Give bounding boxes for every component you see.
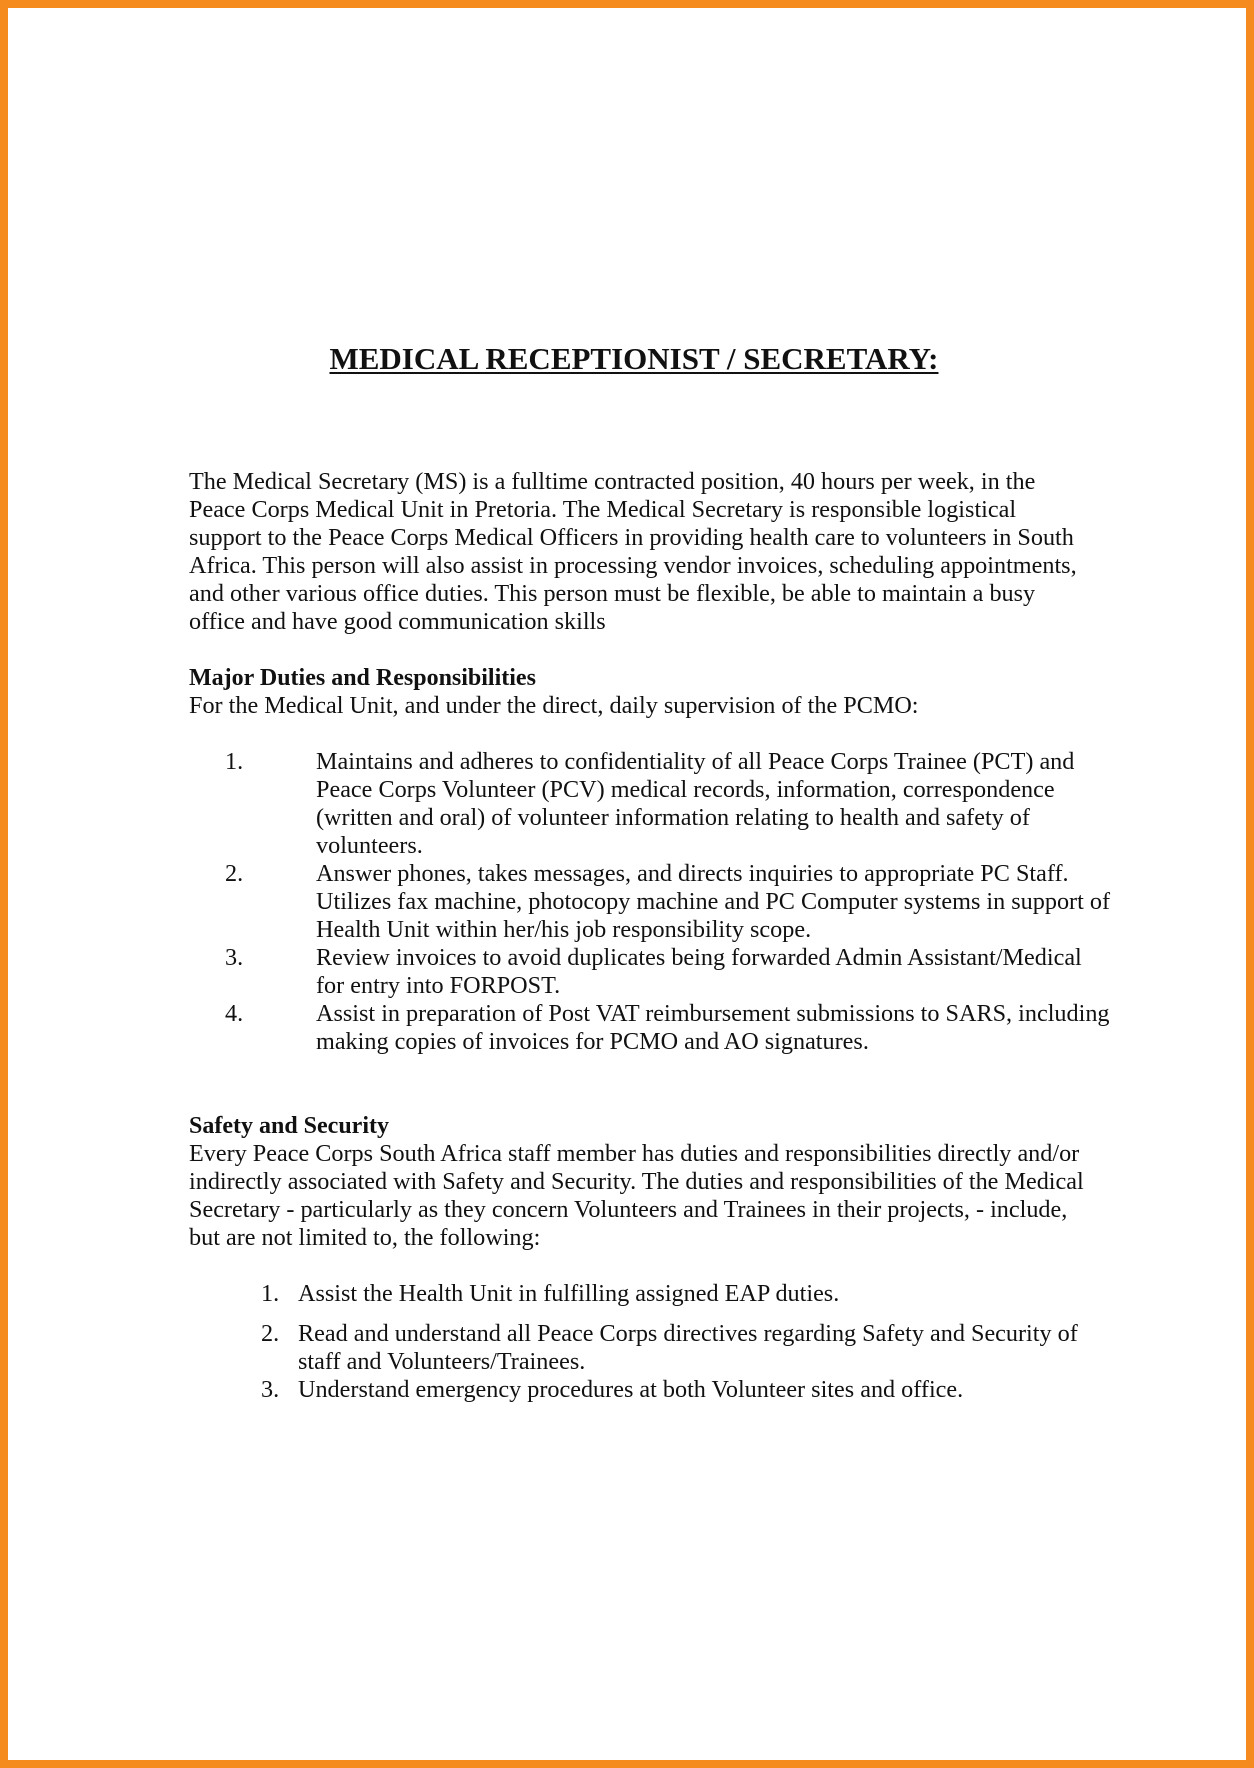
duty-item-4: [189, 1000, 1116, 1056]
safety-number: 1.: [261, 1280, 280, 1307]
safety-section: [189, 1112, 1089, 1404]
safety-number: 3.: [261, 1376, 280, 1403]
duty-text: Assist in preparation of Post VAT reimbursement submissions to SARS, including making copies of invoices for PCMO and AO signatures.: [316, 1000, 1110, 1055]
duty-item-2: [189, 860, 1116, 944]
safety-intro: Every Peace Corps South Africa staff member has duties and responsibilities directly and/or indirectly associated with Safety and Security. The duties and responsibilities of the Medical Secretary - particularly as they concern Volunteers and Trainees in their projects, - include, but are not limited to, the following:: [189, 1140, 1084, 1251]
duty-number: 2.: [225, 860, 244, 887]
duties-intro: For the Medical Unit, and under the direct, daily supervision of the PCMO:: [189, 692, 919, 719]
duties-section: [189, 664, 1111, 1056]
safety-text: Read and understand all Peace Corps directives regarding Safety and Security of staff and Volunteers/Trainees.: [298, 1320, 1078, 1375]
document-title: MEDICAL RECEPTIONIST / SECRETARY:: [329, 341, 939, 376]
duty-number: 1.: [225, 748, 244, 775]
duty-text: Maintains and adheres to confidentiality of all Peace Corps Trainee (PCT) and Peace Corps Volunteer (PCV) medical records, information, correspondence (written and oral) of volunteer information relating to health and safety of volunteers.: [316, 748, 1075, 859]
duty-number: 3.: [225, 944, 244, 971]
safety-text: Assist the Health Unit in fulfilling assigned EAP duties.: [298, 1280, 840, 1307]
safety-item-1: [189, 1280, 1098, 1308]
safety-item-3: [189, 1376, 1098, 1404]
duty-text: Answer phones, takes messages, and directs inquiries to appropriate PC Staff. Utilizes fax machine, photocopy machine and PC Computer systems in support of Health Unit within her/his job responsibility scope.: [316, 860, 1111, 943]
safety-text: Understand emergency procedures at both Volunteer sites and office.: [298, 1376, 964, 1403]
duties-list: [189, 748, 1111, 1056]
safety-list: [189, 1280, 1089, 1404]
duty-text: Review invoices to avoid duplicates being forwarded Admin Assistant/Medical for entry into FORPOST.: [316, 944, 1082, 999]
safety-heading: Safety and Security: [189, 1113, 389, 1139]
safety-number: 2.: [261, 1320, 280, 1347]
intro-paragraph: The Medical Secretary (MS) is a fulltime contracted position, 40 hours per week, in the Peace Corps Medical Unit in Pretoria. The Medical Secretary is responsible logistical support to the Peace Corps Medical Officers in providing health care to volunteers in South Africa. This person will also assist in processing vendor invoices, scheduling appointments, and other various office duties. This person must be flexible, be able to maintain a busy office and have good communication skills: [189, 468, 1077, 635]
duties-heading: Major Duties and Responsibilities: [189, 665, 536, 691]
safety-item-2: [189, 1320, 1098, 1376]
duty-item-1: [189, 748, 1116, 860]
duty-number: 4.: [225, 1000, 244, 1027]
duty-item-3: [189, 944, 1116, 1000]
